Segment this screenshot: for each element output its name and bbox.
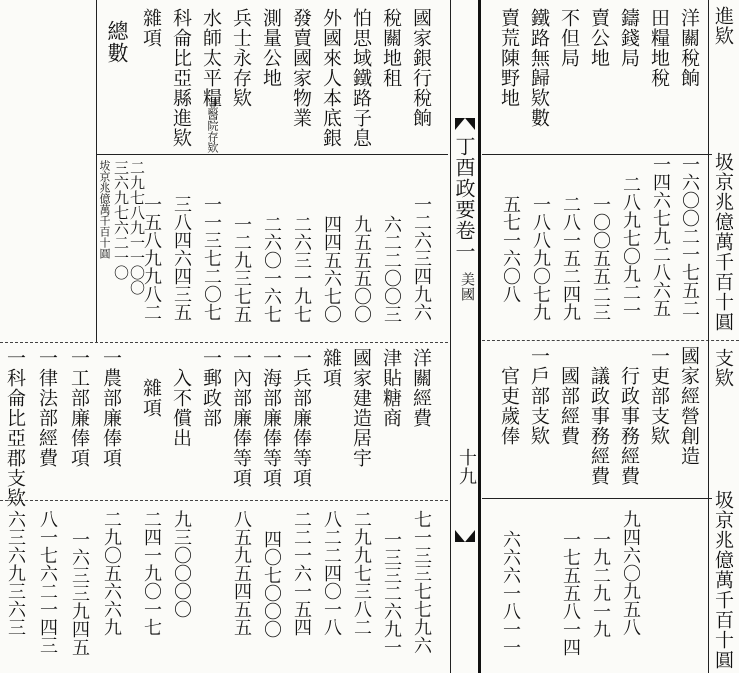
expense-item-label: 一戶部支欵 [528, 346, 550, 446]
income-item-amount: 一八八九〇七九 [530, 195, 551, 321]
rule-left-mid [0, 342, 448, 343]
expense-item-amount: 二四一九〇一七 [141, 510, 162, 636]
expense-item-label: 一海部廉俸等項 [260, 348, 282, 488]
income-item-label: 鑄錢局 [618, 8, 640, 68]
income-item-amount: 一二九三七五 [231, 215, 252, 323]
income-item-label: 賣公地 [588, 8, 610, 68]
expense-item-amount: 六三六九三六三 [5, 510, 26, 636]
expense-item-label: 雜項 [140, 378, 162, 418]
rule-left-top [96, 154, 448, 155]
income-item-amount: 四四五六七〇 [321, 215, 342, 323]
expense-item-amount: 九三〇〇〇〇 [171, 510, 192, 618]
expense-item-label: 國部經費 [558, 366, 580, 446]
expense-item-label: 一內部廉俸等項 [230, 348, 252, 488]
income-item-amount: 一二六三四九六 [411, 195, 432, 321]
rule-right-mid [482, 340, 739, 341]
expense-item-amount: 一九二九一九 [590, 530, 611, 638]
total-amount-2: 二九七八九一一〇〇 [128, 160, 146, 295]
expense-item-amount: 八五九五四五五 [231, 510, 252, 636]
income-item-note: 並醫院存欵 [206, 98, 219, 153]
rule-left-total [96, 0, 97, 342]
income-header: 進欵 [712, 6, 734, 46]
expense-item-amount: 二九九七三八二 [351, 510, 372, 636]
expense-item-label: 一兵部廉俸等項 [290, 348, 312, 488]
rule-right-bottom-header [482, 498, 712, 499]
income-item-label: 田糧地稅 [648, 8, 670, 88]
total-currency-header: 坺京兆億萬千百十圓 [98, 160, 111, 259]
rule-right-top-header [482, 154, 712, 155]
income-item-amount: 五七一六〇八 [500, 195, 521, 303]
expense-item-label: 一工部廉俸項 [68, 348, 90, 468]
fish-tail-top-icon [455, 118, 475, 130]
income-item-amount: 二八一五二四九 [560, 195, 581, 321]
income-item-label: 外國來人本底銀 [320, 8, 342, 148]
income-item-amount: 二六〇一六七 [261, 215, 282, 323]
income-item-label: 發賣國家物業 [290, 8, 312, 128]
expense-item-amount: 八一七六二一四三 [37, 510, 58, 654]
expense-item-label: 議政事務經費 [588, 366, 610, 486]
total-amount: 三六九七六二一〇 [112, 160, 130, 280]
currency-header-bottom: 圾京兆億萬千百十圓 [712, 490, 734, 670]
expense-item-amount: 九四六〇九五八 [620, 510, 641, 636]
expense-item-label: 一科侖比亞郡支欵 [4, 348, 26, 508]
expense-item-amount: 一三三二六九一 [381, 530, 402, 656]
income-item-label: 兵士永存欵 [230, 8, 252, 108]
spine-country: 美國 [459, 272, 475, 302]
expense-item-label: 國家建造居宇 [350, 348, 372, 468]
income-item-label: 怕思域鐵路子息 [350, 8, 372, 148]
expense-item-amount: 四〇七〇〇〇 [261, 530, 282, 638]
currency-header-top: 圾京兆億萬千百十圓 [712, 152, 734, 332]
expense-header: 支欵 [712, 348, 734, 388]
income-item-label: 雜項 [140, 8, 162, 48]
gutter-rule-right [478, 0, 481, 673]
income-item-amount: 一六〇〇二一七五二 [679, 155, 700, 317]
expense-item-label: 一郵政部 [200, 348, 222, 428]
income-item-label: 洋關稅餉 [678, 8, 700, 88]
income-item-label: 水師太平糧 [200, 8, 222, 108]
income-item-amount: 六二二〇〇三 [381, 215, 402, 323]
income-item-label: 稅關地租 [380, 8, 402, 88]
expense-item-label: 一農部廉俸項 [100, 348, 122, 468]
income-item-label: 不但局 [558, 8, 580, 68]
spine-title: 丁酉政要卷一 [452, 136, 476, 262]
expense-item-amount: 二九〇五六六九 [101, 510, 122, 636]
expense-item-amount: 一七五五八一四 [560, 530, 581, 656]
rule-right-top-col [708, 0, 709, 340]
expense-item-label: 一律法部經費 [36, 348, 58, 468]
income-item-label: 科侖比亞縣進欵 [170, 8, 192, 148]
expense-item-label: 行政事務經費 [618, 366, 640, 486]
expense-item-amount: 七一三三七七九六 [411, 510, 432, 654]
expense-item-amount: 一六三三九四五 [69, 530, 90, 656]
expense-item-amount: 八二二四〇一八 [321, 510, 342, 636]
income-item-amount: 三八四六四三五 [171, 195, 192, 321]
expense-item-label: 雜項 [320, 348, 342, 388]
spine-rule-left [450, 0, 451, 673]
expense-item-label: 官吏歲俸 [498, 366, 520, 446]
rule-right-bottom-col [708, 340, 709, 673]
total-label: 總數 [105, 20, 129, 64]
fish-tail-bottom-icon [455, 530, 475, 542]
expense-item-label: 入不償出 [170, 368, 192, 448]
rule-left-bottom [0, 500, 448, 501]
income-item-amount: 一〇〇五五二三 [590, 195, 611, 321]
income-item-amount: 一四六七九二八六五 [650, 155, 671, 317]
income-item-amount: 一一三七二〇七 [201, 195, 222, 321]
expense-item-amount: 六六六一八一一 [500, 530, 521, 656]
page-number: 十九 [456, 448, 477, 486]
income-item-amount: 二八九七〇九二一 [620, 175, 641, 319]
income-item-label: 賣荒陳野地 [498, 8, 520, 108]
expense-item-label: 一吏部支欵 [648, 346, 670, 446]
income-item-label: 國家銀行稅餉 [410, 8, 432, 128]
expense-item-label: 津貼糖商 [380, 348, 402, 428]
income-item-amount: 二六三一九七 [291, 215, 312, 323]
expense-item-label: 國家經營創造 [678, 346, 700, 466]
income-item-label: 鐵路無歸欵數 [528, 8, 550, 128]
income-item-label: 測量公地 [260, 8, 282, 88]
income-item-amount: 一五八九九八二 [141, 195, 162, 321]
expense-item-amount: 二二一六一五四 [291, 510, 312, 636]
income-item-amount: 九五五五〇〇 [351, 215, 372, 323]
expense-item-label: 洋關經費 [410, 348, 432, 428]
